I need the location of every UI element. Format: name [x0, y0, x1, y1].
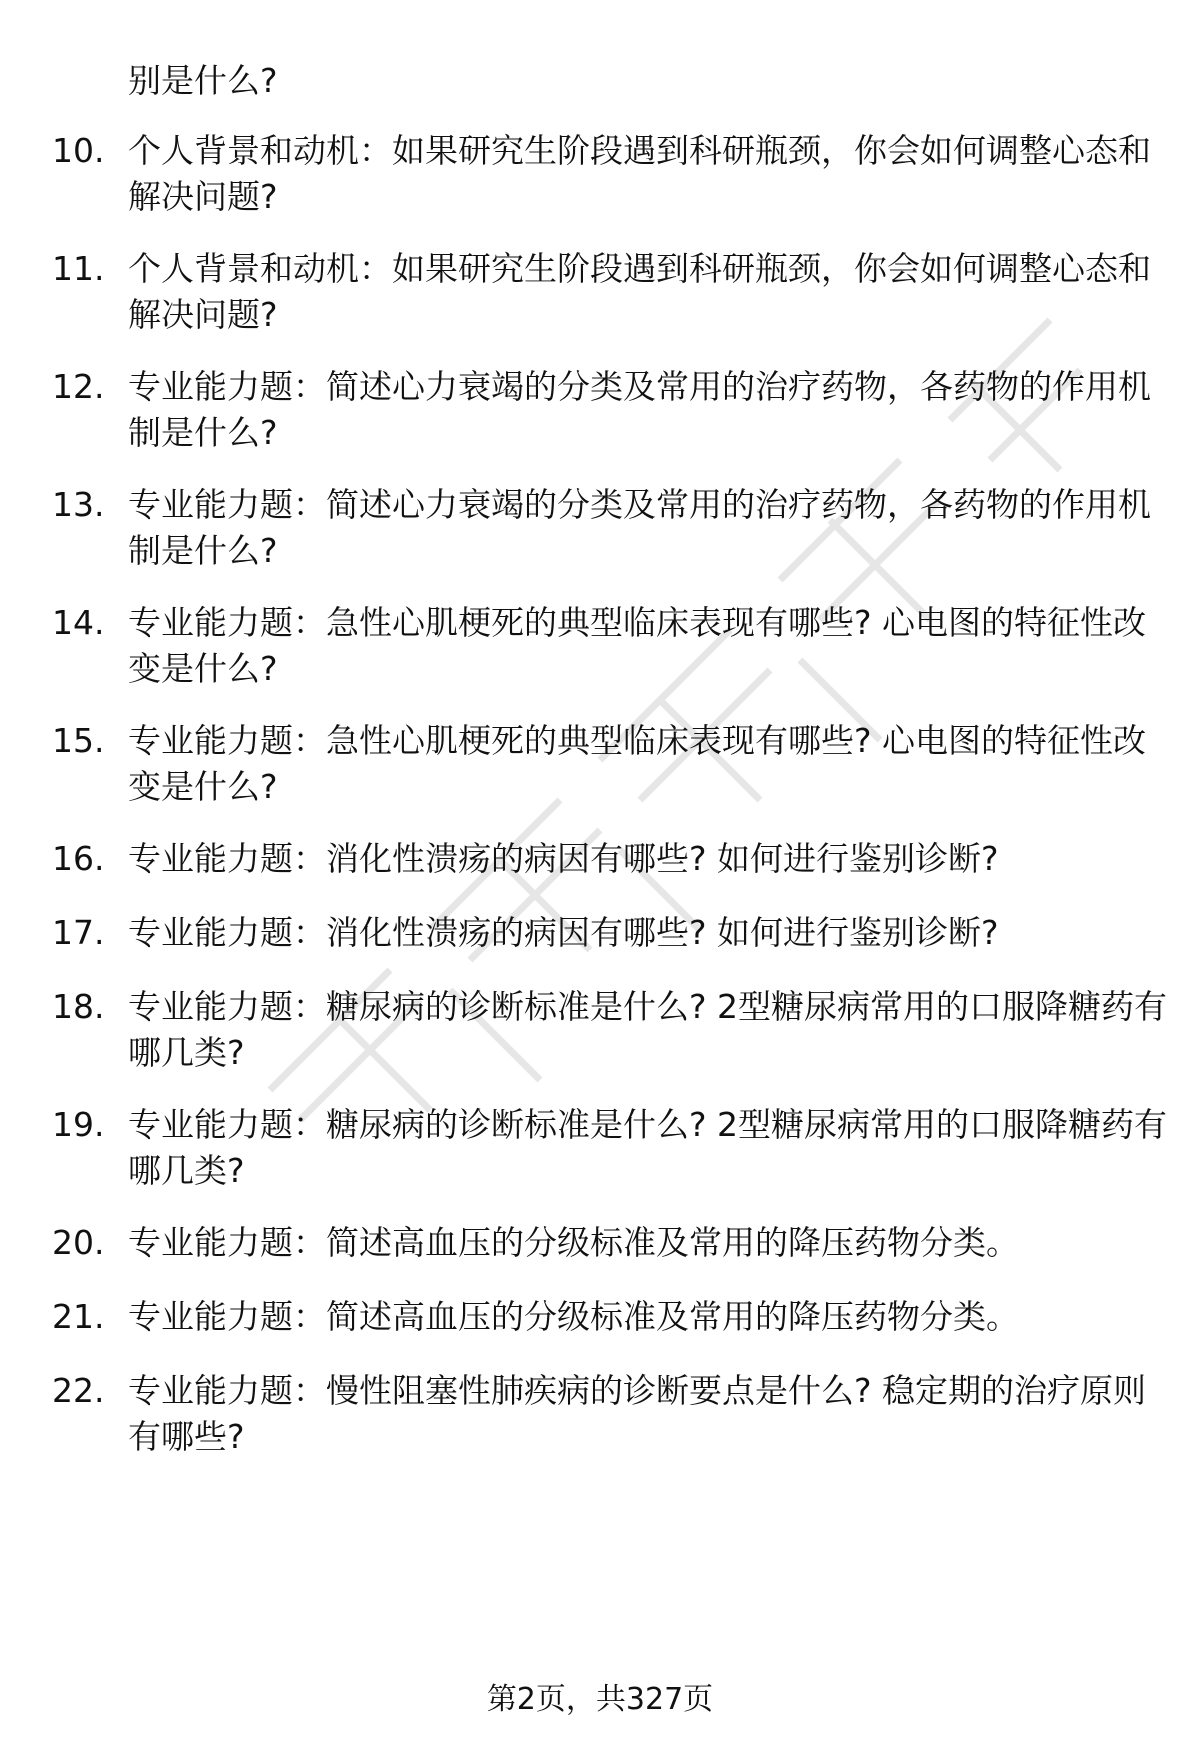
question-number: 10.	[52, 131, 105, 170]
question-text: 专业能力题：简述高血压的分级标准及常用的降压药物分类。	[128, 1297, 1019, 1336]
question-text: 专业能力题：糖尿病的诊断标准是什么? 2型糖尿病常用的口服降糖药有哪几类?	[128, 987, 1168, 1072]
question-text: 专业能力题：简述心力衰竭的分类及常用的治疗药物，各药物的作用机制是什么?	[128, 367, 1151, 452]
continuation-text: 别是什么?	[128, 61, 278, 100]
question-text: 专业能力题：糖尿病的诊断标准是什么? 2型糖尿病常用的口服降糖药有哪几类?	[128, 1105, 1168, 1190]
question-text: 个人背景和动机：如果研究生阶段遇到科研瓶颈，你会如何调整心态和解决问题?	[128, 131, 1151, 216]
question-text: 专业能力题：慢性阻塞性肺疾病的诊断要点是什么? 稳定期的治疗原则有哪些?	[128, 1371, 1147, 1456]
question-number: 13.	[52, 485, 105, 524]
question-text: 专业能力题：简述高血压的分级标准及常用的降压药物分类。	[128, 1223, 1019, 1262]
question-number: 20.	[52, 1223, 105, 1262]
question-number: 21.	[52, 1297, 105, 1336]
question-number: 19.	[52, 1105, 105, 1144]
question-number: 22.	[52, 1371, 105, 1410]
page-footer: 第2页，共327页	[486, 1682, 714, 1717]
question-text: 专业能力题：急性心肌梗死的典型临床表现有哪些? 心电图的特征性改变是什么?	[128, 603, 1147, 688]
question-text: 专业能力题：消化性溃疡的病因有哪些? 如何进行鉴别诊断?	[128, 913, 999, 952]
question-number: 11.	[52, 249, 105, 288]
question-number: 15.	[52, 721, 105, 760]
question-text: 专业能力题：简述心力衰竭的分类及常用的治疗药物，各药物的作用机制是什么?	[128, 485, 1151, 570]
question-text: 个人背景和动机：如果研究生阶段遇到科研瓶颈，你会如何调整心态和解决问题?	[128, 249, 1151, 334]
question-number: 18.	[52, 987, 105, 1026]
question-number: 12.	[52, 367, 105, 406]
question-text: 专业能力题：消化性溃疡的病因有哪些? 如何进行鉴别诊断?	[128, 839, 999, 878]
question-number: 17.	[52, 913, 105, 952]
question-number: 16.	[52, 839, 105, 878]
question-text: 专业能力题：急性心肌梗死的典型临床表现有哪些? 心电图的特征性改变是什么?	[128, 721, 1147, 806]
question-number: 14.	[52, 603, 105, 642]
